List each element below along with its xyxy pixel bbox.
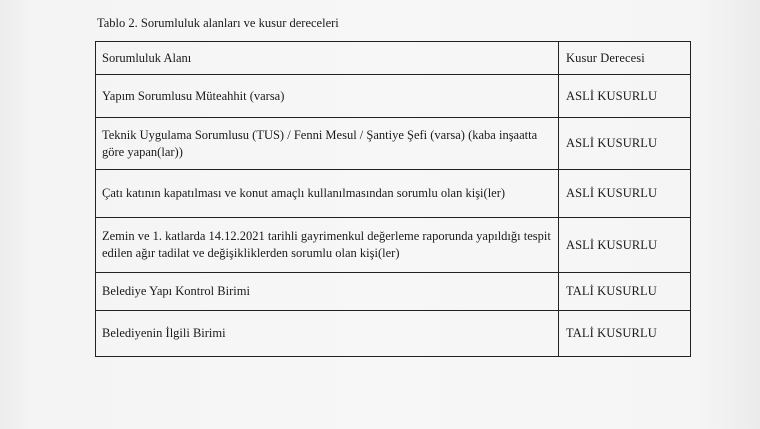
table-caption: Tablo 2. Sorumluluk alanları ve kusur dereceleri [97, 16, 339, 30]
table-row [96, 170, 691, 218]
row-fault: ASLİ KUSURLU [559, 170, 691, 218]
table-row [96, 218, 691, 273]
row-area: Belediyenin İlgili Birimi [96, 311, 559, 357]
row-fault: TALİ KUSURLU [559, 311, 691, 357]
row-area: Çatı katının kapatılması ve konut amaçlı kullanılmasından sorumlu olan kişi(ler) [96, 170, 559, 218]
row-fault: ASLİ KUSURLU [559, 75, 691, 118]
row-fault: ASLİ KUSURLU [559, 218, 691, 273]
table-row [96, 311, 691, 357]
table-row [96, 75, 691, 118]
row-area: Teknik Uygulama Sorumlusu (TUS) / Fenni Mesul / Şantiye Şefi (varsa) (kaba inşaatta göre yapan(lar)) [96, 118, 559, 170]
header-area: Sorumluluk Alanı [96, 42, 559, 75]
row-area: Zemin ve 1. katlarda 14.12.2021 tarihli gayrimenkul değerleme raporunda yapıldığı tespit edilen ağır tadilat ve değişikliklerden sorumlu olan kişi(ler) [96, 218, 559, 273]
table-row [96, 118, 691, 170]
header-fault: Kusur Derecesi [559, 42, 691, 75]
table-header-row [96, 42, 691, 75]
row-area: Yapım Sorumlusu Müteahhit (varsa) [96, 75, 559, 118]
responsibility-table [95, 41, 691, 357]
row-area: Belediye Yapı Kontrol Birimi [96, 273, 559, 311]
table-row [96, 273, 691, 311]
row-fault: TALİ KUSURLU [559, 273, 691, 311]
row-fault: ASLİ KUSURLU [559, 118, 691, 170]
